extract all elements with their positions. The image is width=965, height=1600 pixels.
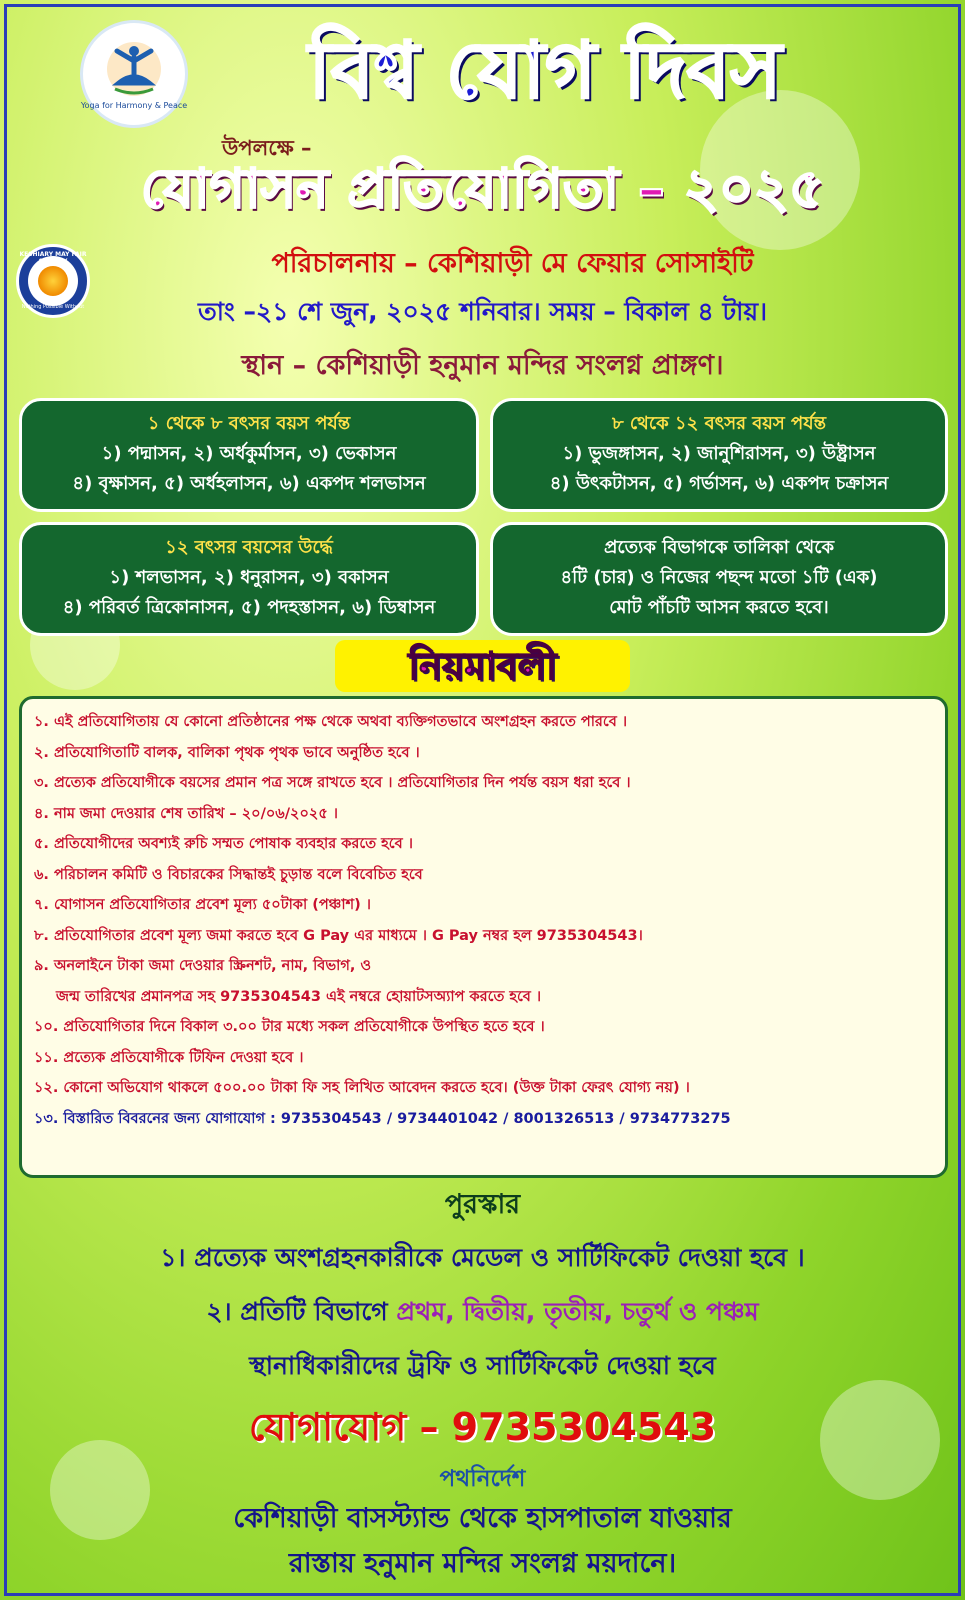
category-asanas-line: ৪) উৎকটাসন, ৫) গর্ভাসন, ৬) একপদ চক্রাসন xyxy=(549,473,889,494)
prize-line-1: ১। প্রত্যেক অংশগ্রহনকারীকে মেডেল ও সার্টিফিকেট দেওয়া হবে । xyxy=(160,1243,805,1272)
main-title: বিশ্ব যোগ দিবস xyxy=(308,25,782,116)
note-line: মোট পাঁচটি আসন করতে হবে। xyxy=(609,597,829,618)
category-asanas-line: ১) শলভাসন, ২) ধনুরাসন, ৩) বকাসন xyxy=(109,567,389,588)
logo-caption: Yoga for Harmony & Peace xyxy=(80,100,188,110)
prize-ranks: প্রথম, দ্বিতীয়, তৃতীয়, চতুর্থ ও পঞ্চম xyxy=(396,1297,759,1326)
rule-item: ৩. প্রত্যেক প্রতিযোগীকে বয়সের প্রমান পত্র সঙ্গে রাখতে হবে । প্রতিযোগিতার দিন পর্যন্ত বয়স ধরা হবে । xyxy=(34,775,631,791)
rule-item: ৬. পরিচালন কমিটি ও বিচারকের সিদ্ধান্তই চুড়ান্ত বলে বিবেচিত হবে xyxy=(34,866,423,883)
rule-item-contacts: ১৩. বিস্তারিত বিবরনের জন্য যোগাযোগ : 9735304543 / 9734401042 / 8001326513 / 9734773275 xyxy=(34,1110,731,1127)
date-time-line: তাং –২১ শে জুন, ২০২৫ শনিবার। সময় – বিকাল ৪ টায়। xyxy=(197,297,768,326)
society-logo-text: KESHIARY MAY FAIR SOCIETY xyxy=(19,251,87,265)
yoga-figure-icon xyxy=(105,39,163,99)
category-asanas-line: ১) ভুজঙ্গাসন, ২) জানুশিরাসন, ৩) উষ্ট্রাসন xyxy=(562,443,876,464)
selection-note-box xyxy=(490,522,948,636)
directions-line-1: কেশিয়াড়ী বাসস্ট্যান্ড থেকে হাসপাতাল যাওয়ার xyxy=(233,1503,732,1534)
organiser-line: পরিচালনায় – কেশিয়াড়ী মে ফেয়ার সোসাইটি xyxy=(271,248,754,279)
category-heading: ১২ বৎসর বয়সের উর্দ্ধে xyxy=(165,537,333,558)
note-line: ৪টি (চার) ও নিজের পছন্দ মতো ১টি (এক) xyxy=(560,567,878,588)
directions-heading: পথনির্দেশ xyxy=(439,1466,526,1492)
rules-heading: নিয়মাবলী xyxy=(335,640,630,692)
category-heading: ৮ থেকে ১২ বৎসর বয়স পর্যন্ত xyxy=(611,413,827,434)
note-line: প্রত্যেক বিভাগকে তালিকা থেকে xyxy=(603,537,835,558)
rule-item: ৯. অনলাইনে টাকা জমা দেওয়ার স্ক্রিনশট, নাম, বিভাগ, ও xyxy=(34,958,372,974)
category-asanas-line: ৪) বৃক্ষাসন, ৫) অর্ধহলাসন, ৬) একপদ শলভাসন xyxy=(72,473,426,494)
category-asanas-line: ৪) পরিবর্ত ত্রিকোনাসন, ৫) পদহস্তাসন, ৬) ডিম্বাসন xyxy=(62,597,436,618)
rules-panel xyxy=(19,696,948,1178)
society-logo-tagline: Nothing Possible Without xyxy=(21,304,85,310)
yoga-day-logo xyxy=(80,20,188,128)
venue-line: স্থান – কেশিয়াড়ী হনুমান মন্দির সংলগ্ন প্রাঙ্গণ। xyxy=(241,350,724,381)
occasion-label: উপলক্ষে – xyxy=(222,136,312,160)
rule-item: ৭. যোগাসন প্রতিযোগিতার প্রবেশ মূল্য ৫০টাকা (পঞ্চাশ) । xyxy=(34,897,371,913)
rule-item: ৪. নাম জমা দেওয়ার শেষ তারিখ – ২০/০৬/২০২৫ । xyxy=(34,805,338,822)
rule-item: ১০. প্রতিযোগিতার দিনে বিকাল ৩.০০ টার মধ্যে সকল প্রতিযোগীকে উপস্থিত হতে হবে । xyxy=(34,1019,545,1035)
prize-line-2 xyxy=(0,1292,965,1335)
rule-item: জন্ম তারিখের প্রমানপত্র সহ 9735304543 এই নম্বরে হোয়াটসঅ্যাপ করতে হবে । xyxy=(56,988,542,1005)
category-box-1 xyxy=(19,398,479,512)
competition-title: যোগাসন প্রতিযোগিতা – ২০২৫ xyxy=(140,156,825,220)
category-box-2 xyxy=(490,398,948,512)
rule-item: ১. এই প্রতিযোগিতায় যে কোনো প্রতিষ্ঠানের পক্ষ থেকে অথবা ব্যক্তিগতভাবে অংশগ্রহন করতে পারবে । xyxy=(34,714,628,730)
rule-item: ১২. কোনো অভিযোগ থাকলে ৫০০.০০ টাকা ফি সহ লিখিত আবেদন করতে হবে। (উক্ত টাকা ফেরৎ যোগ্য নয়) । xyxy=(34,1080,690,1096)
category-box-3 xyxy=(19,522,479,636)
directions-line-2: রাস্তায় হনুমান মন্দির সংলগ্ন ময়দানে। xyxy=(288,1548,677,1579)
category-heading: ১ থেকে ৮ বৎসর বয়স পর্যন্ত xyxy=(147,413,351,434)
contact-number: যোগাযোগ – 9735304543 xyxy=(248,1405,717,1449)
rule-item: ১১. প্রত্যেক প্রতিযোগীকে টিফিন দেওয়া হবে । xyxy=(34,1049,304,1066)
rule-item: ৮. প্রতিযোগিতার প্রবেশ মূল্য জমা করতে হবে G Pay এর মাধ্যমে । G Pay নম্বর হল 9735304543। xyxy=(34,927,643,944)
rule-item: ৫. প্রতিযোগীদের অবশ্যই রুচি সম্মত পোষাক ব্যবহার করতে হবে । xyxy=(34,836,413,852)
prize-line-3: স্থানাধিকারীদের ট্রফি ও সার্টিফিকেট দেওয়া হবে xyxy=(249,1351,716,1380)
category-asanas-line: ১) পদ্মাসন, ২) অর্ধকুর্মাসন, ৩) ভেকাসন xyxy=(101,443,397,464)
rule-item: ২. প্রতিযোগিতাটি বালক, বালিকা পৃথক পৃথক ভাবে অনুষ্ঠিত হবে । xyxy=(34,744,420,761)
prize-line-2-prefix: ২। প্রতিটি বিভাগে xyxy=(206,1297,397,1326)
prize-heading: পুরস্কার xyxy=(444,1189,521,1220)
